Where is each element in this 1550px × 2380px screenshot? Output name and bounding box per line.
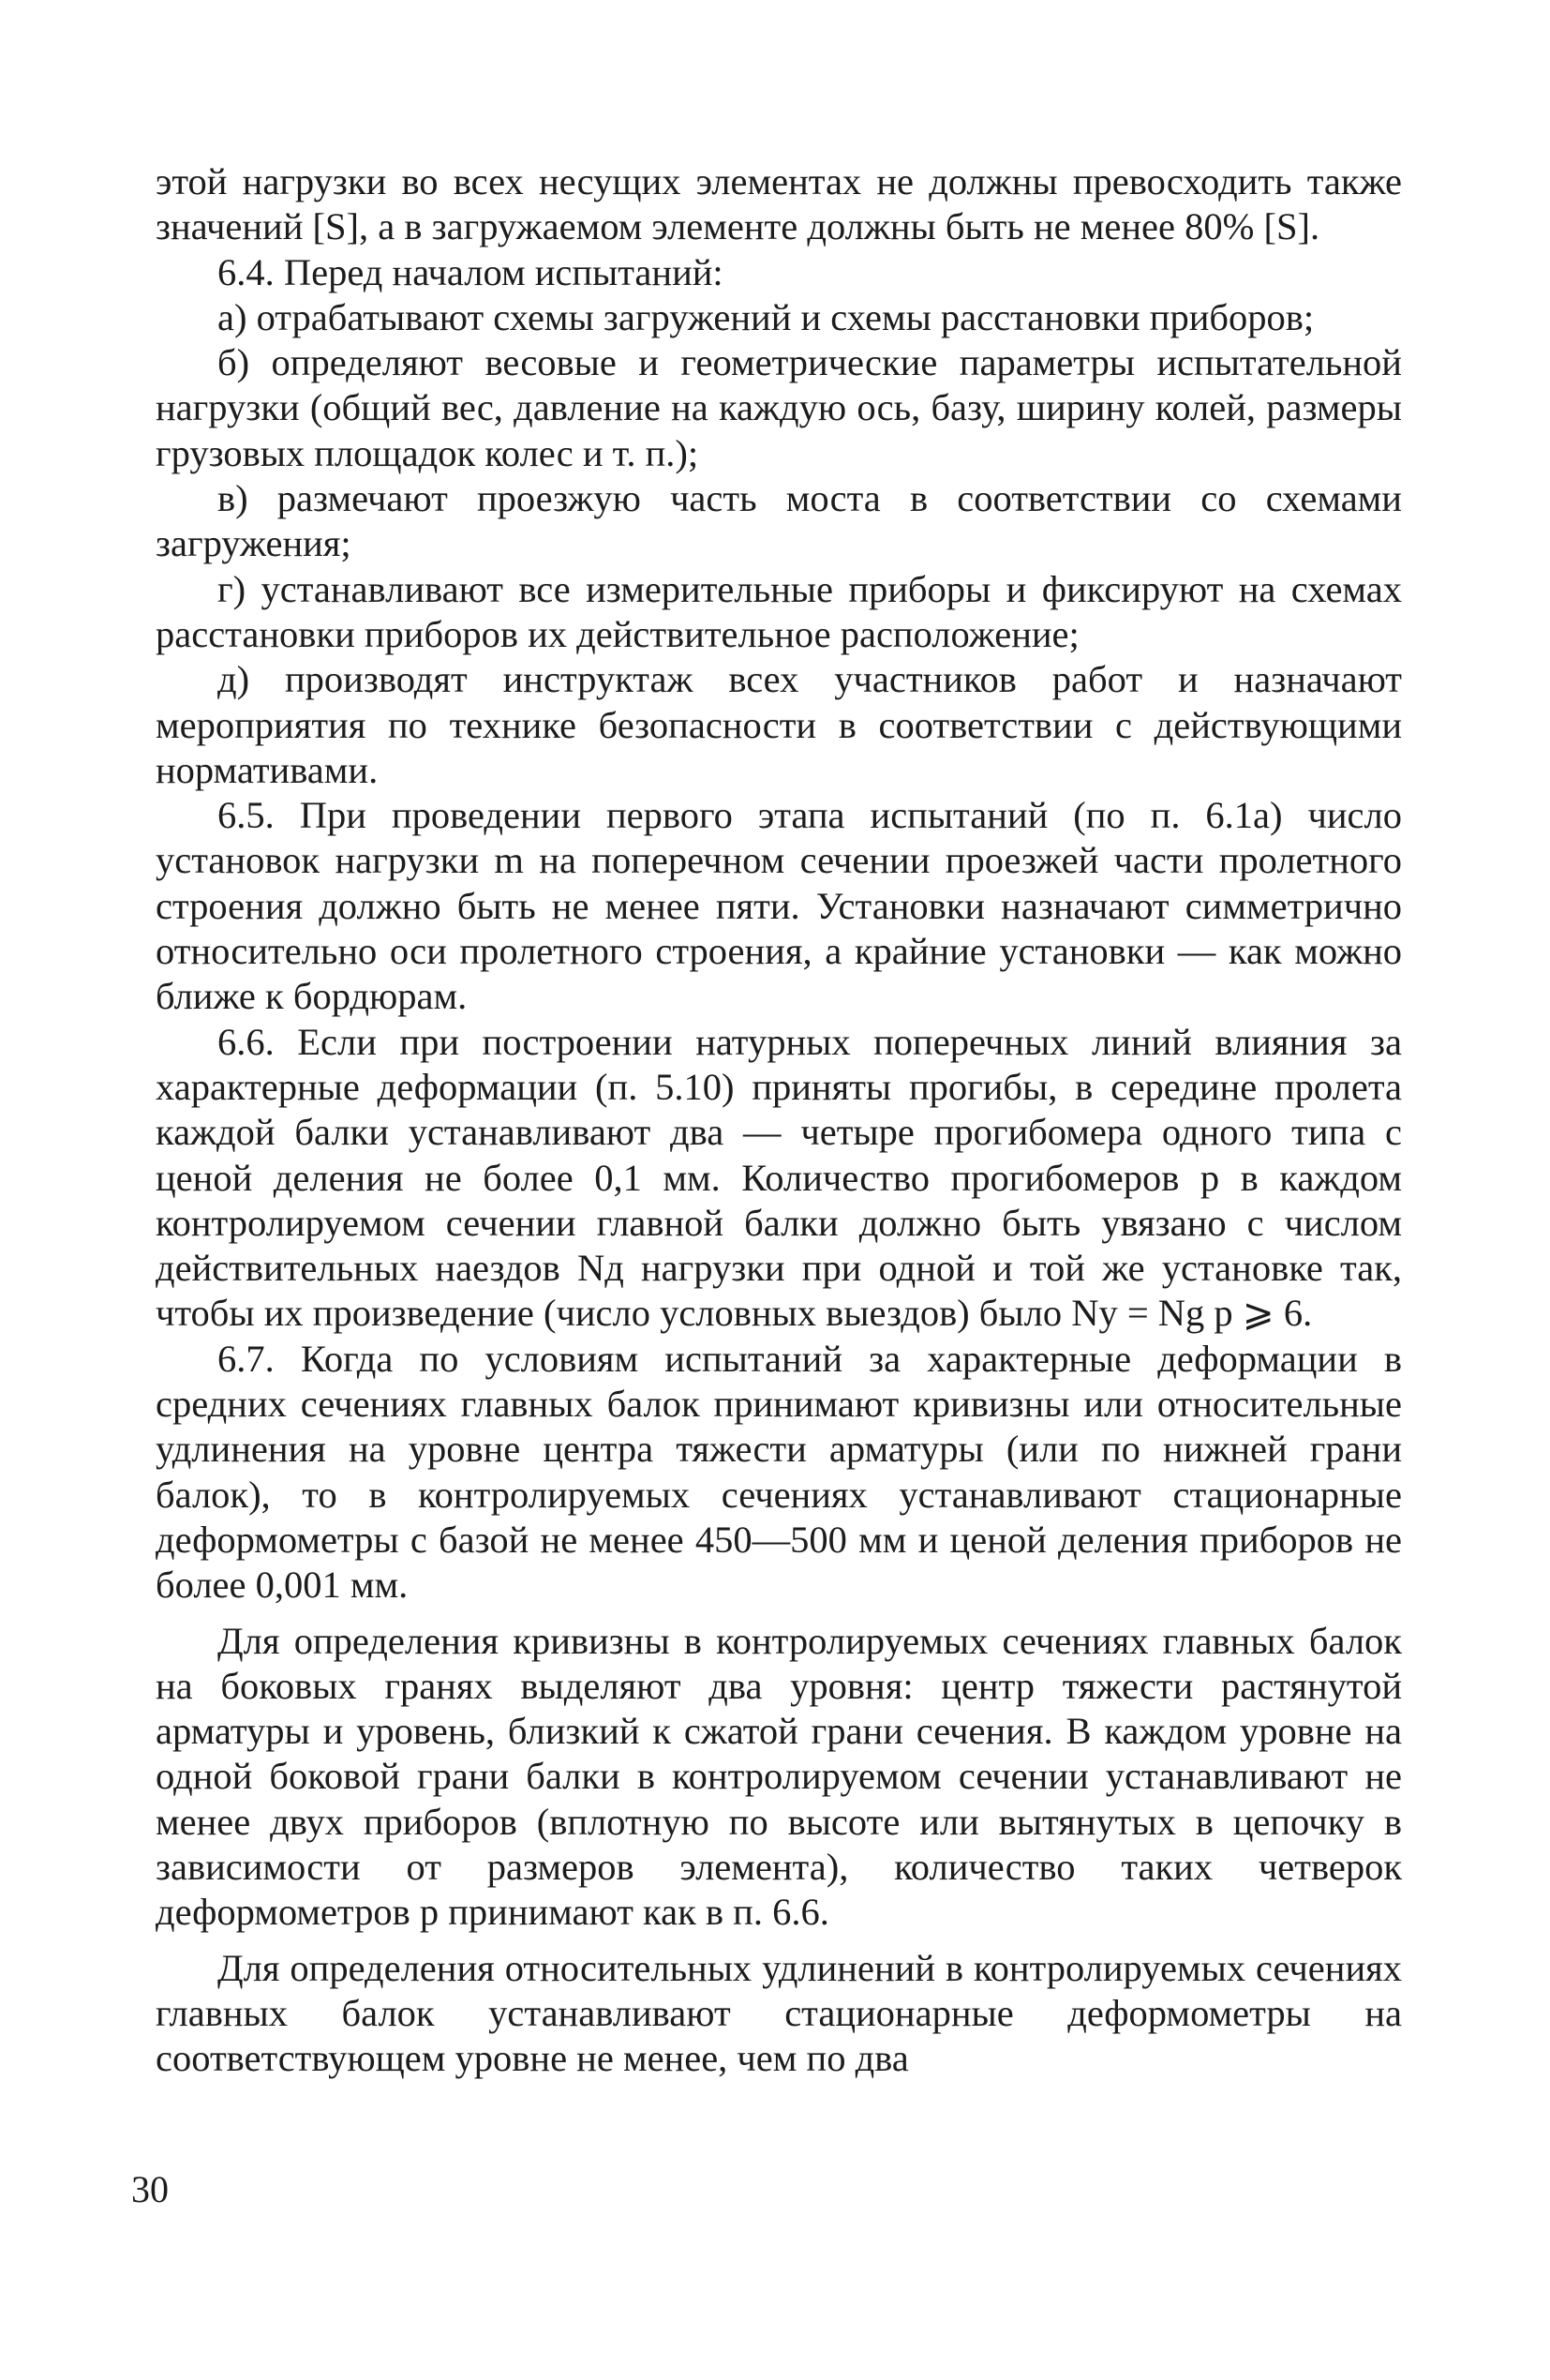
page-number: 30 — [131, 2168, 169, 2210]
paragraph-6-7: 6.7. Когда по условиям испытаний за характерные деформации в средних сечениях главных балок принимают кривизны или относительные удлинения на уровне центра тяжести арматуры (или по нижней грани балок), то в контролируемых сечениях устанавливают стационарные деформометры с базой не менее 450—500 мм и ценой деления приборов не более 0,001 мм. — [156, 1337, 1402, 1607]
document-page — [156, 159, 1402, 2081]
paragraph-6-5: 6.5. При проведении первого этапа испытаний (по п. 6.1а) число установок нагрузки m на поперечном сечении проезжей части пролетного строения должно быть не менее пяти. Установки назначают симметрично относительно оси пролетного строения, а крайние установки — как можно ближе к бордюрам. — [156, 794, 1402, 1018]
list-item-d: д) производят инструктаж всех участников работ и назначают мероприятия по технике безопасности в соответствии с действующими нормативами. — [156, 658, 1402, 791]
list-item-v: в) размечают проезжую часть моста в соответствии со схемами загружения; — [156, 477, 1402, 565]
list-item-a: а) отрабатывают схемы загружений и схемы расстановки приборов; — [217, 295, 1315, 338]
list-item-b: б) определяют весовые и геометрические параметры испытательной нагрузки (общий вес, давление на каждую ось, базу, ширину колей, размеры грузовых площадок колес и т. п.); — [156, 341, 1402, 474]
paragraph-continuation: этой нагрузки во всех несущих элементах не должны превосходить также значений [S], а в загружаемом элементе должны быть не менее 80% [S]. — [156, 160, 1402, 248]
paragraph-elongation: Для определения относительных удлинений в контролируемых сечениях главных балок устанавливают стационарные деформометры на соответствующем уровне не менее, чем по два — [156, 1946, 1402, 2080]
paragraph-curvature: Для определения кривизны в контролируемых сечениях главных балок на боковых гранях выделяют два уровня: центр тяжести растянутой арматуры и уровень, близкий к сжатой грани сечения. В каждом уровне на одной боковой грани балки в контролируемом сечении устанавливают не менее двух приборов (вплотную по высоте или вытянутых в цепочку в зависимости от размеров элемента), количество таких четверок деформометров p принимают как в п. 6.6. — [156, 1619, 1402, 1934]
paragraph-6-4-heading: 6.4. Перед началом испытаний: — [217, 250, 723, 293]
list-item-g: г) устанавливают все измерительные приборы и фиксируют на схемах расстановки приборов их действительное расположение; — [156, 567, 1402, 655]
paragraph-6-6: 6.6. Если при построении натурных поперечных линий влияния за характерные деформации (п. 5.10) приняты прогибы, в середине пролета каждой балки устанавливают два — четыре прогибомера одного типа с ценой деления не более 0,1 мм. Количество прогибомеров p в каждом контролируемом сечении главной балки должно быть увязано с числом действительных наездов Nд нагрузки при одной и той же установке так, чтобы их произведение (число условных выездов) было Ny = Ng p ⩾ 6. — [156, 1020, 1402, 1335]
